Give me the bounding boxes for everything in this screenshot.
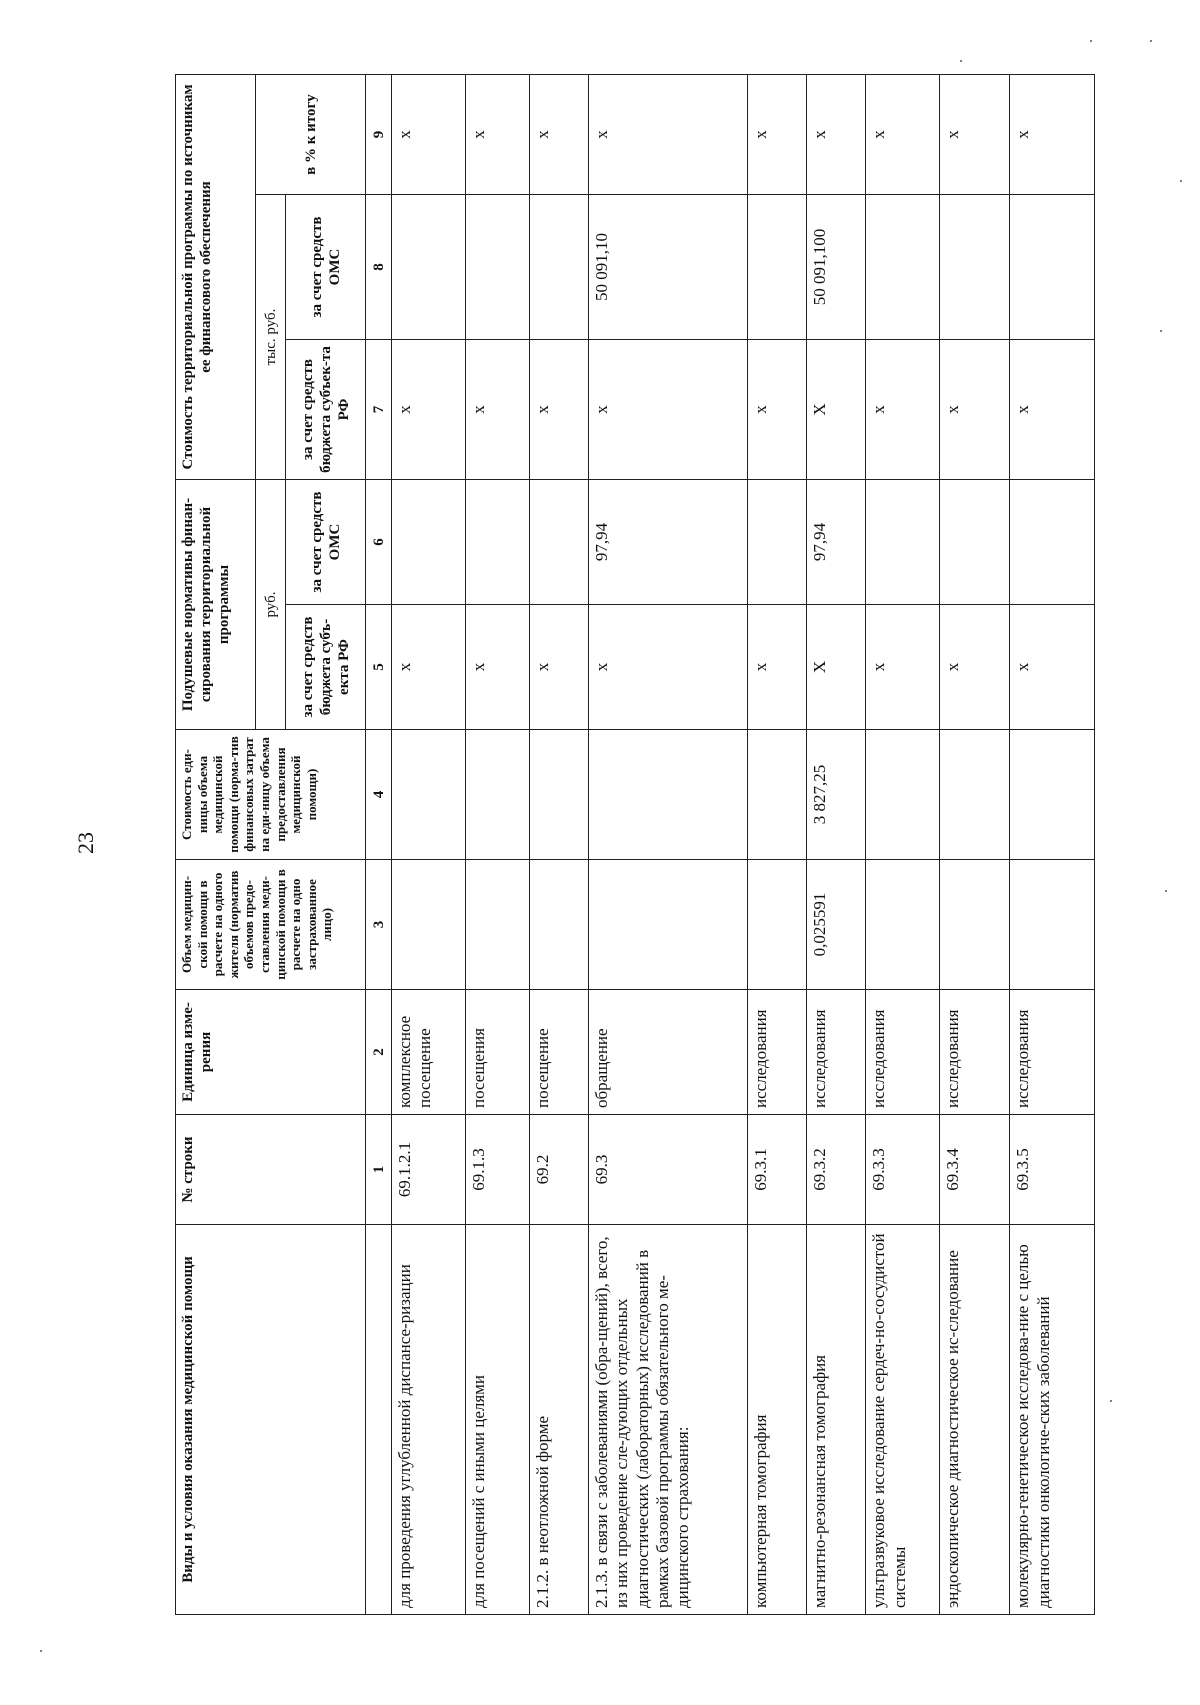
row-oms-total <box>747 195 806 340</box>
row-cost <box>588 730 747 860</box>
scan-speck <box>40 1650 42 1652</box>
row-volume <box>747 860 806 990</box>
row-percent: x <box>588 75 747 195</box>
scan-speck <box>1150 40 1152 42</box>
row-kind: для посещений с иными целями <box>466 1225 530 1615</box>
column-number: 3 <box>366 860 392 990</box>
column-number: 8 <box>366 195 392 340</box>
row-cost <box>1010 730 1095 860</box>
row-percent: x <box>529 75 588 195</box>
row-number: 69.1.3 <box>466 1115 530 1225</box>
row-kind: ультразвуковое исследование сердеч-но-сосудистой системы <box>866 1225 940 1615</box>
header-kind: Виды и условия оказания медицинской помощи <box>176 1225 366 1615</box>
header-group-percapita: Подушевые нормативы финан-сирования территориальной программы <box>176 480 256 730</box>
header-thous-rub: тыс. руб. <box>256 195 286 480</box>
row-cost: 3 827,25 <box>806 730 865 860</box>
row-oms-total <box>1010 195 1095 340</box>
row-cost <box>940 730 1010 860</box>
row-unit: исследования <box>940 990 1010 1115</box>
row-budget-total: x <box>392 340 466 480</box>
scan-speck <box>1165 890 1167 892</box>
row-oms-total <box>392 195 466 340</box>
row-volume <box>392 860 466 990</box>
table-body <box>392 75 1095 1615</box>
column-number: 6 <box>366 480 392 605</box>
row-volume <box>529 860 588 990</box>
row-budget-total: x <box>940 340 1010 480</box>
row-number: 69.3.1 <box>747 1115 806 1225</box>
row-kind: 2.1.2. в неотложной форме <box>529 1225 588 1615</box>
row-kind: для проведения углубленной диспансе-ризации <box>392 1225 466 1615</box>
row-percent: x <box>392 75 466 195</box>
row-oms-percapita <box>392 480 466 605</box>
table-row <box>392 75 466 1615</box>
scan-speck <box>1160 330 1162 332</box>
financing-table <box>175 74 1095 1615</box>
row-oms-percapita <box>529 480 588 605</box>
column-number: 2 <box>366 990 392 1115</box>
row-oms-percapita: 97,94 <box>588 480 747 605</box>
header-row-no: № строки <box>176 1115 366 1225</box>
row-cost <box>529 730 588 860</box>
row-percent: x <box>747 75 806 195</box>
row-kind: 2.1.3. в связи с заболеваниями (обра-щений), всего, из них проведение сле-дующих отдельных диагностических (лабораторных) исследований в рамках базовой программы обязательного ме-дицинского страхования: <box>588 1225 747 1615</box>
row-percent: x <box>940 75 1010 195</box>
table-row <box>940 75 1010 1615</box>
table-row <box>806 75 865 1615</box>
row-cost <box>466 730 530 860</box>
row-volume <box>588 860 747 990</box>
row-budget-percapita: x <box>529 605 588 730</box>
table-row <box>588 75 747 1615</box>
row-volume <box>866 860 940 990</box>
row-kind: компьютерная томография <box>747 1225 806 1615</box>
row-kind: эндоскопическое диагностическое ис-следование <box>940 1225 1010 1615</box>
header-cost: Стоимость еди-ницы объема медицинской помощи (норма-тив финансовых затрат на еди-ницу объема предоставления медицинской помощи) <box>176 730 366 860</box>
column-number <box>366 1225 392 1615</box>
row-volume <box>466 860 530 990</box>
row-oms-total <box>866 195 940 340</box>
header-group-total: Стоимость территориальной программы по источникам ее финансового обеспечения <box>176 75 256 480</box>
header-oms-b: за счет средств ОМС <box>286 195 366 340</box>
header-rub: руб. <box>256 480 286 730</box>
row-cost <box>866 730 940 860</box>
page-number: 23 <box>73 832 98 854</box>
row-unit: исследования <box>866 990 940 1115</box>
row-oms-total: 50 091,100 <box>806 195 865 340</box>
column-number: 9 <box>366 75 392 195</box>
row-percent: x <box>866 75 940 195</box>
header-oms-a: за счет средств ОМС <box>286 480 366 605</box>
row-budget-percapita: X <box>806 605 865 730</box>
scan-speck <box>1180 180 1182 182</box>
row-unit: исследования <box>747 990 806 1115</box>
row-budget-total: x <box>529 340 588 480</box>
scan-speck <box>960 60 962 62</box>
row-budget-total: x <box>588 340 747 480</box>
row-oms-total <box>529 195 588 340</box>
header-volume: Объем медицин-ской помощи в расчете на одного жителя (норматив объемов предо-ставления меди-цинской помощи в расчете на одно застрахованное лицо) <box>176 860 366 990</box>
row-oms-percapita <box>940 480 1010 605</box>
row-number: 69.2 <box>529 1115 588 1225</box>
scan-speck <box>1110 1400 1112 1402</box>
row-cost <box>392 730 466 860</box>
row-budget-percapita: x <box>866 605 940 730</box>
row-unit: посещение <box>529 990 588 1115</box>
row-volume <box>1010 860 1095 990</box>
column-number: 7 <box>366 340 392 480</box>
row-number: 69.1.2.1 <box>392 1115 466 1225</box>
column-number: 5 <box>366 605 392 730</box>
row-percent: x <box>466 75 530 195</box>
row-budget-percapita: x <box>588 605 747 730</box>
row-oms-percapita <box>747 480 806 605</box>
row-percent: x <box>1010 75 1095 195</box>
row-oms-percapita <box>866 480 940 605</box>
column-number: 1 <box>366 1115 392 1225</box>
table-row <box>529 75 588 1615</box>
table-row <box>466 75 530 1615</box>
row-number: 69.3 <box>588 1115 747 1225</box>
row-budget-total: X <box>806 340 865 480</box>
scan-speck <box>1090 40 1092 42</box>
row-oms-total <box>940 195 1010 340</box>
row-oms-total <box>466 195 530 340</box>
row-budget-total: x <box>866 340 940 480</box>
header-percent: в % к итогу <box>256 75 366 195</box>
rotated-table-frame <box>175 75 1095 1615</box>
row-budget-percapita: x <box>747 605 806 730</box>
row-number: 69.3.4 <box>940 1115 1010 1225</box>
row-cost <box>747 730 806 860</box>
table-row <box>866 75 940 1615</box>
row-budget-total: x <box>1010 340 1095 480</box>
row-number: 69.3.5 <box>1010 1115 1095 1225</box>
row-volume <box>940 860 1010 990</box>
row-budget-percapita: x <box>392 605 466 730</box>
row-kind: магнитно-резонансная томография <box>806 1225 865 1615</box>
row-oms-percapita <box>1010 480 1095 605</box>
row-number: 69.3.2 <box>806 1115 865 1225</box>
row-budget-total: x <box>466 340 530 480</box>
row-budget-percapita: x <box>940 605 1010 730</box>
row-oms-total: 50 091,10 <box>588 195 747 340</box>
row-unit: исследования <box>1010 990 1095 1115</box>
header-unit: Единица изме-рения <box>176 990 366 1115</box>
row-budget-percapita: x <box>466 605 530 730</box>
row-percent: x <box>806 75 865 195</box>
row-oms-percapita: 97,94 <box>806 480 865 605</box>
row-oms-percapita <box>466 480 530 605</box>
row-unit: комплексное посещение <box>392 990 466 1115</box>
row-budget-total: x <box>747 340 806 480</box>
table-row <box>747 75 806 1615</box>
row-kind: молекулярно-генетическое исследова-ние с целью диагностики онкологиче-ских заболеваний <box>1010 1225 1095 1615</box>
header-budget-rf-b: за счет средств бюджета субъек-та РФ <box>286 340 366 480</box>
row-budget-percapita: x <box>1010 605 1095 730</box>
table-row <box>1010 75 1095 1615</box>
row-unit: исследования <box>806 990 865 1115</box>
row-unit: посещения <box>466 990 530 1115</box>
row-volume: 0,025591 <box>806 860 865 990</box>
row-unit: обращение <box>588 990 747 1115</box>
header-budget-rf-a: за счет средств бюджета субъ-екта РФ <box>286 605 366 730</box>
column-number: 4 <box>366 730 392 860</box>
row-number: 69.3.3 <box>866 1115 940 1225</box>
